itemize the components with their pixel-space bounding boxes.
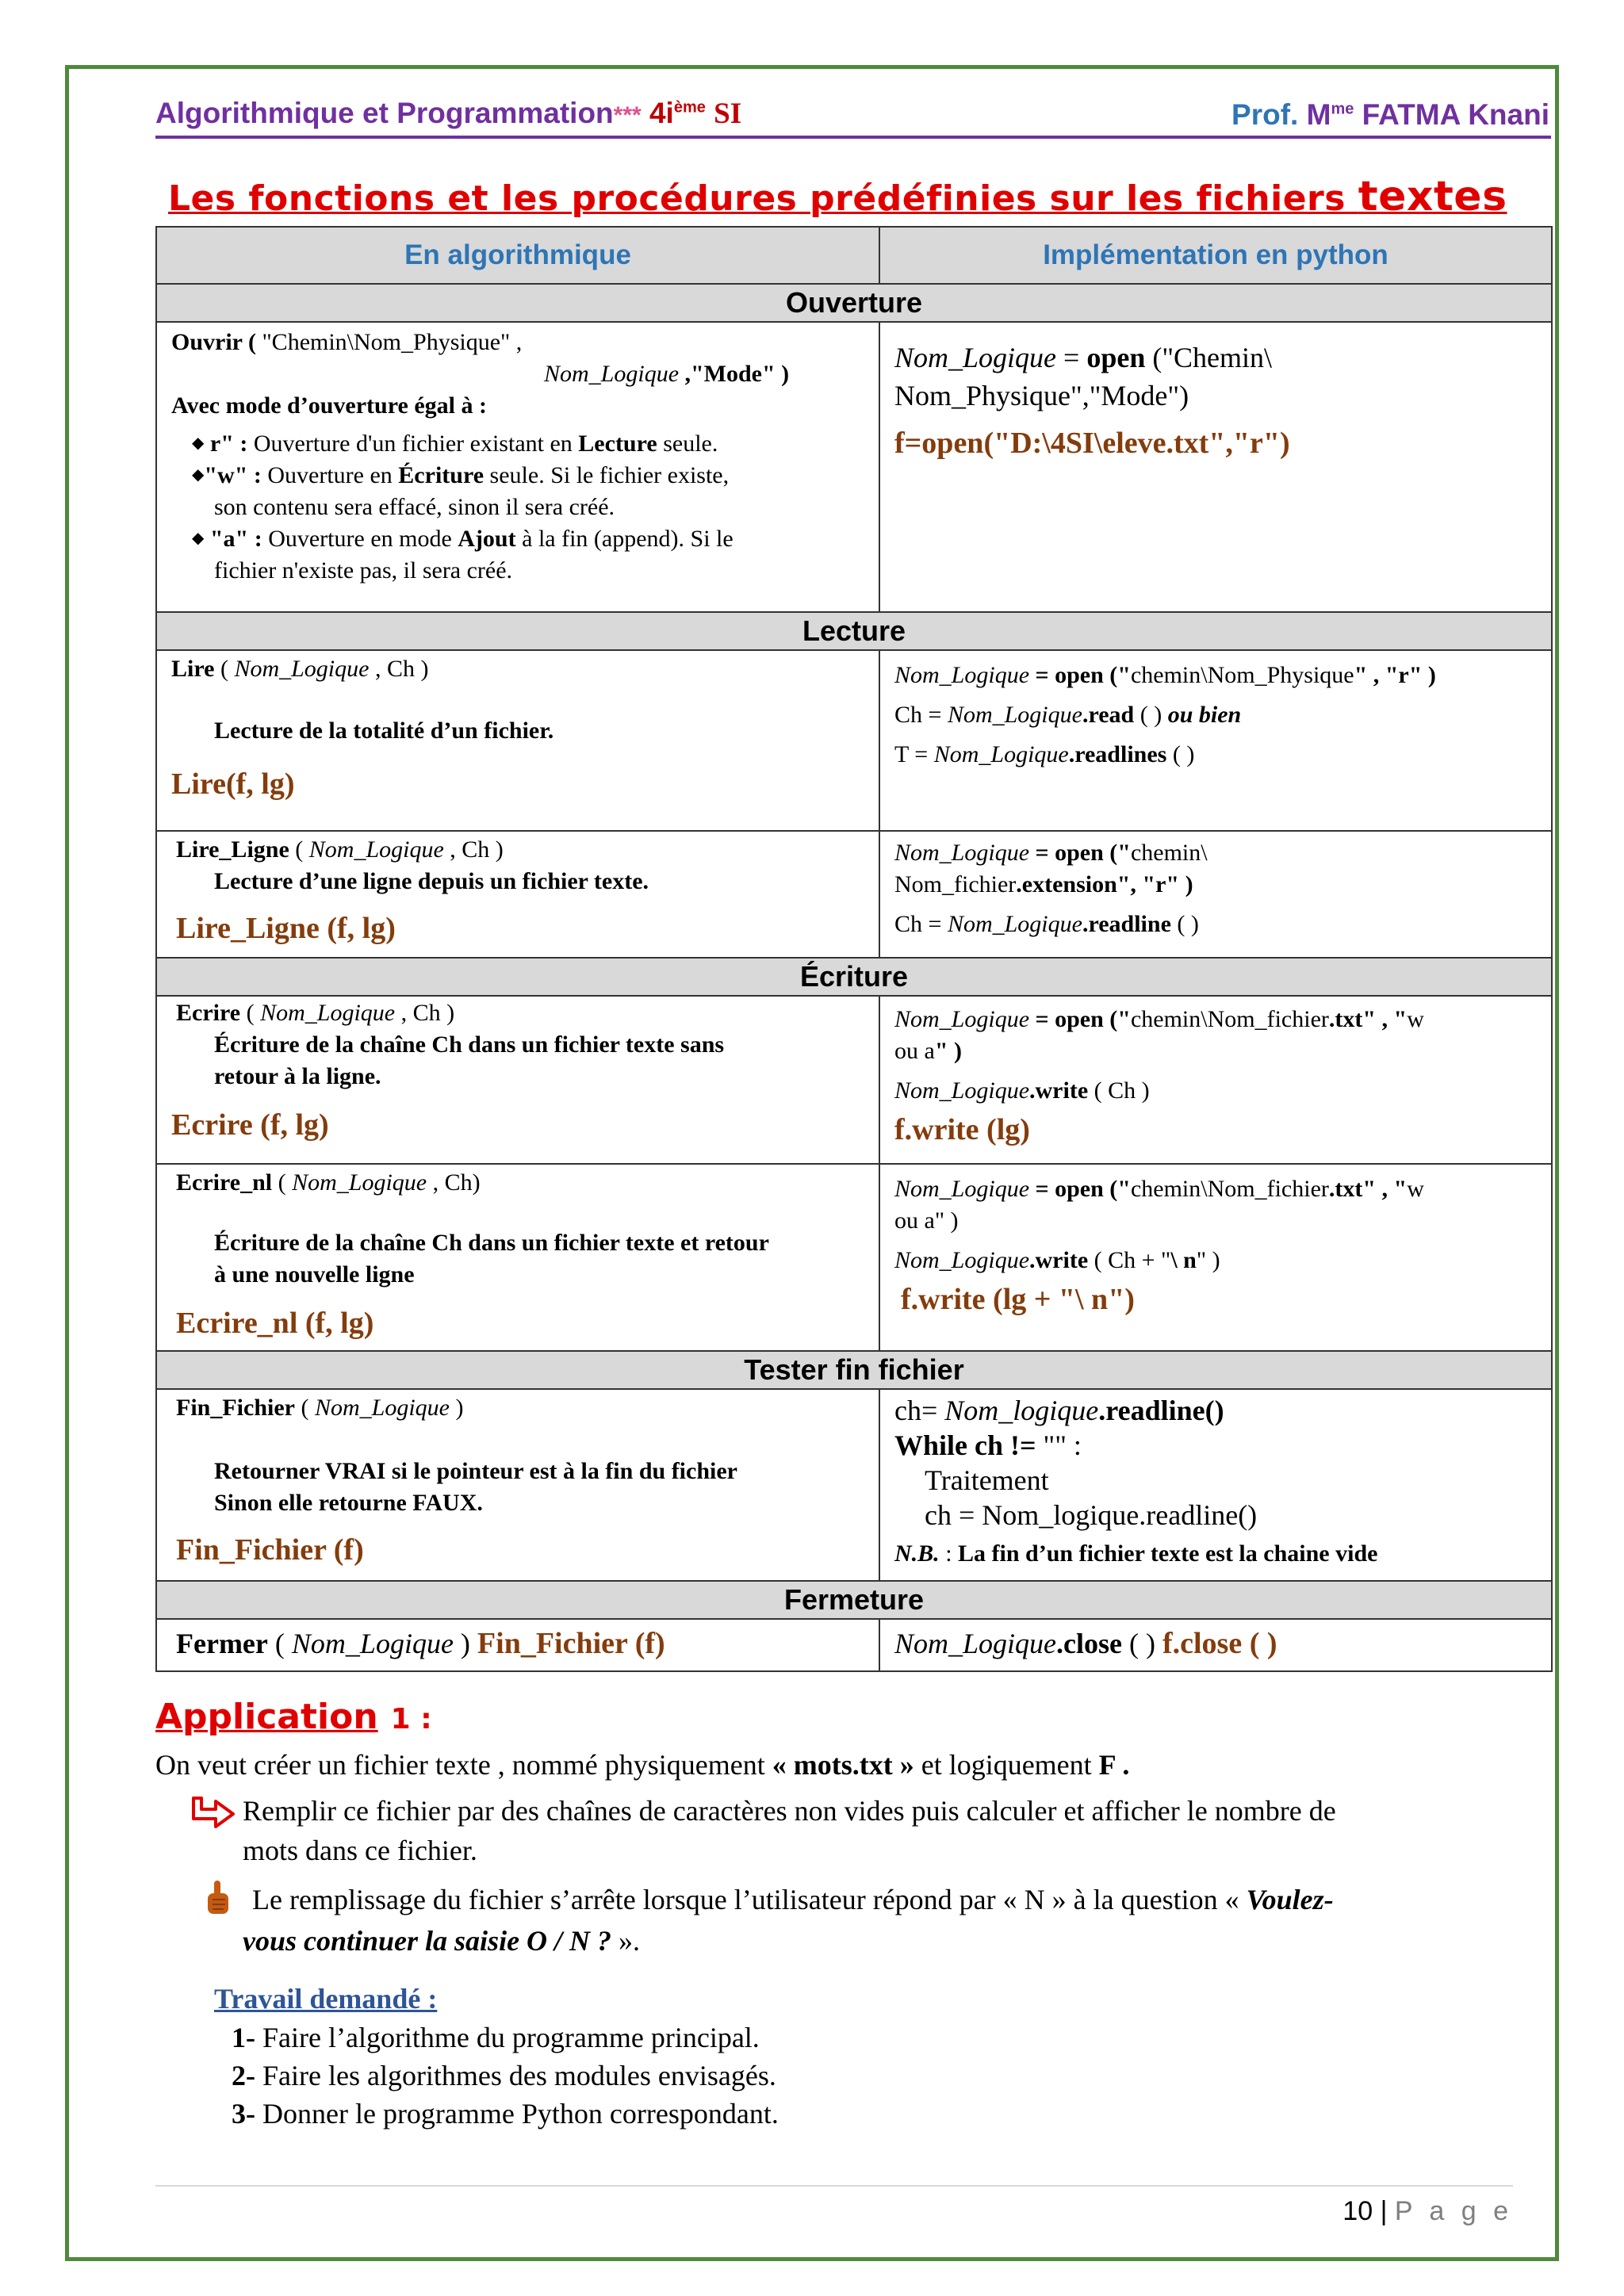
- py-readlines-paren: ( ): [1166, 741, 1195, 767]
- py-write-sep: " , ": [1362, 1006, 1408, 1032]
- py-writenl-func: .write: [1029, 1247, 1089, 1273]
- intro-logical-name: F .: [1098, 1749, 1130, 1781]
- prof-label: Prof.: [1231, 98, 1299, 131]
- nb-label: N.B.: [894, 1540, 940, 1567]
- section-fin-fichier: Tester fin fichier: [156, 1351, 1552, 1389]
- py-writenl-arg: ( Ch + ": [1088, 1247, 1171, 1273]
- ecrire-description: Écriture de la chaîne Ch dans un fichier texte sans: [214, 1031, 725, 1058]
- mode-w-label: "w" :: [204, 462, 262, 488]
- footer-separator: |: [1373, 2196, 1395, 2226]
- fin-keyword: Fin_Fichier: [176, 1395, 295, 1421]
- py-open-example: f=open("D:\4SI\eleve.txt","r"): [894, 427, 1290, 460]
- py-lire-var: Nom_Logique: [894, 662, 1030, 688]
- py-readline-path: chemin\: [1130, 840, 1208, 866]
- py-readline-paren: ( ): [1170, 911, 1199, 937]
- instruction-2-question: Voulez-: [1246, 1884, 1334, 1915]
- py-close-var: Nom_Logique: [894, 1628, 1057, 1659]
- diamond-bullet-icon: ◆: [192, 466, 205, 484]
- level-num: 4i: [649, 97, 674, 129]
- lire-keyword: Lire: [171, 656, 215, 682]
- intro-text: On veut créer un fichier texte , nommé physiquement: [155, 1749, 772, 1781]
- py-write-close: " ): [934, 1038, 962, 1064]
- task-item-2: [232, 2055, 776, 2096]
- col-header-algo: En algorithmique: [156, 227, 879, 284]
- ecrire-description2: retour à la ligne.: [214, 1063, 381, 1089]
- py-writenl-newline: \ n: [1170, 1247, 1197, 1273]
- ecrire-nl-keyword: Ecrire_nl: [176, 1169, 273, 1196]
- lire-ligne-description: Lecture d’une ligne depuis un fichier texte.: [214, 868, 649, 894]
- py-read-func: .read: [1082, 702, 1135, 728]
- travail-heading: Travail demandé :: [214, 1983, 438, 2015]
- py-fin-var: Nom_logique: [944, 1395, 1099, 1426]
- py-write-open: open (": [1055, 1006, 1131, 1032]
- application-intro: [155, 1744, 1129, 1785]
- mode-r-text2: seule.: [657, 430, 718, 457]
- py-open-eq: =: [1056, 342, 1087, 373]
- py-read-or: ou bien: [1167, 702, 1242, 728]
- lire-ligne-example: Lire_Ligne (f, lg): [176, 912, 396, 945]
- lire-ligne-algo-cell: [156, 831, 879, 958]
- fermer-algo-cell: [156, 1619, 879, 1671]
- page-title: [168, 173, 1507, 220]
- ouvrir-keyword: Ouvrir (: [171, 329, 256, 355]
- py-write-arg: ( Ch ): [1088, 1077, 1150, 1104]
- mode-w-text: Ouverture en: [261, 462, 399, 488]
- section-lecture: Lecture: [156, 612, 1552, 650]
- py-open-var: Nom_Logique: [894, 342, 1057, 373]
- py-open-func: open: [1086, 342, 1146, 373]
- fin-arg: Nom_Logique: [314, 1395, 450, 1421]
- lire-ligne-python-cell: [879, 831, 1552, 958]
- fermer-python-cell: [879, 1619, 1552, 1671]
- ouverture-algo-cell: [156, 322, 879, 612]
- ouvrir-arg2: Nom_Logique: [544, 361, 680, 387]
- fermer-paren: (: [267, 1628, 292, 1659]
- section-fermeture: Fermeture: [156, 1581, 1552, 1619]
- py-close-paren: ( ): [1121, 1628, 1162, 1659]
- mode-a-text2: à la fin (append). Si le: [515, 526, 733, 552]
- mode-r-bold: Lecture: [578, 430, 657, 457]
- task-num: 1-: [232, 2022, 255, 2053]
- instruction-2: Le remplissage du fichier s’arrête lorsque l’utilisateur répond par « N » à la question «: [252, 1884, 1247, 1915]
- diamond-bullet-icon: ◆: [192, 530, 205, 547]
- py-write-eq: =: [1029, 1006, 1055, 1032]
- py-read-ch: Ch =: [894, 702, 948, 728]
- py-readline-ext: .extension: [1016, 871, 1117, 897]
- py-write-mode: w: [1407, 1006, 1424, 1032]
- lire-description: Lecture de la totalité d’un fichier.: [214, 718, 554, 744]
- py-readline-func: .readline: [1082, 911, 1171, 937]
- lire-arg1: Nom_Logique: [234, 656, 370, 682]
- application-title: Application: [155, 1697, 378, 1737]
- py-readline-open: open (": [1055, 840, 1131, 866]
- instruction-1: Remplir ce fichier par des chaînes de caractères non vides puis calculer et afficher le nombre de: [243, 1795, 1336, 1827]
- py-readline-eq: =: [1029, 840, 1055, 866]
- page-footer: [1342, 2196, 1513, 2227]
- mode-r-label: r" :: [209, 430, 248, 457]
- py-writenl-eq: =: [1029, 1176, 1055, 1202]
- py-write-func: .write: [1029, 1077, 1089, 1104]
- fin-paren: (: [294, 1395, 315, 1421]
- ecrire-nl-description: Écriture de la chaîne Ch dans un fichier texte et retour: [214, 1230, 769, 1256]
- py-write-mode2: ou a: [894, 1038, 935, 1064]
- level: [649, 97, 706, 129]
- py-fin-readline: .readline(): [1098, 1395, 1224, 1426]
- nb-text: La fin d’un fichier texte est la chaine vide: [958, 1540, 1378, 1567]
- py-writenl-mode2: ou a" ): [894, 1207, 959, 1234]
- nb-sep: :: [939, 1540, 959, 1567]
- py-write-example: f.write (lg): [894, 1113, 1030, 1146]
- py-fin-traitement: Traitement: [925, 1464, 1049, 1496]
- py-lire-path: chemin\Nom_Physique: [1130, 662, 1354, 688]
- task-text: Faire l’algorithme du programme principal.: [255, 2022, 760, 2053]
- lire-algo-cell: [156, 650, 879, 831]
- instruction-2-end: ».: [611, 1925, 641, 1957]
- ecrire-example: Ecrire (f, lg): [171, 1108, 329, 1142]
- py-fin-readline2: ch = Nom_logique.readline(): [925, 1499, 1258, 1531]
- fin-paren-close: ): [450, 1395, 464, 1421]
- py-readline-var: Nom_Logique: [894, 840, 1030, 866]
- fin-python-cell: [879, 1389, 1552, 1581]
- lire-ligne-arg1: Nom_Logique: [308, 836, 444, 863]
- py-read-paren: ( ): [1134, 702, 1168, 728]
- py-readline-mode: ", "r" ): [1116, 871, 1193, 897]
- header-author: [1231, 98, 1549, 132]
- ecrire-nl-description2: à une nouvelle ligne: [214, 1261, 415, 1288]
- fin-description: Retourner VRAI si le pointeur est à la fin du fichier: [214, 1458, 737, 1484]
- fin-algo-cell: [156, 1389, 879, 1581]
- header-stars: ***: [613, 102, 642, 128]
- py-fin-empty: "" :: [1043, 1429, 1082, 1461]
- py-open-args2: Nom_Physique","Mode"): [894, 380, 1189, 411]
- py-write-var2: Nom_Logique: [894, 1077, 1030, 1104]
- py-writenl-open: open (": [1055, 1176, 1131, 1202]
- application-heading: [155, 1697, 432, 1737]
- py-readline-var2: Nom_Logique: [947, 911, 1082, 937]
- py-lire-open: open (": [1055, 662, 1131, 688]
- py-readlines-func: .readlines: [1068, 741, 1167, 767]
- mode-w-text3: son contenu sera effacé, sinon il sera créé.: [214, 494, 615, 520]
- pointing-hand-icon: [205, 1879, 232, 1917]
- py-fin-ch: ch=: [894, 1395, 945, 1426]
- lire-ligne-arg2: , Ch ): [443, 836, 504, 863]
- ecrire-python-cell: [879, 996, 1552, 1164]
- py-open-args: ("Chemin\: [1145, 342, 1273, 373]
- py-fin-while: While ch !=: [894, 1429, 1044, 1461]
- mode-a-text: Ouverture en mode: [262, 526, 458, 552]
- fin-description2: Sinon elle retourne FAUX.: [214, 1490, 483, 1516]
- ecrire-algo-cell: [156, 996, 879, 1164]
- task-text: Faire les algorithmes des modules envisagés.: [255, 2060, 776, 2091]
- ecrire-paren: (: [240, 1000, 261, 1026]
- fermer-keyword: Fermer: [176, 1628, 268, 1659]
- lire-ligne-keyword: Lire_Ligne: [176, 836, 289, 863]
- py-write-path: chemin\Nom_fichier: [1130, 1006, 1329, 1032]
- functions-table: [155, 226, 1553, 1672]
- py-readlines-var: Nom_Logique: [933, 741, 1069, 767]
- py-readline-ch: Ch =: [894, 911, 948, 937]
- py-close-example: f.close ( ): [1162, 1627, 1277, 1660]
- py-write-var: Nom_Logique: [894, 1006, 1030, 1032]
- fermer-arg: Nom_Logique: [291, 1628, 454, 1659]
- mode-heading: Avec mode d’ouverture égal à :: [171, 392, 487, 419]
- course-title: Algorithmique et Programmation: [155, 97, 614, 129]
- py-writenl-ext: .txt: [1328, 1176, 1363, 1202]
- py-lire-eq: =: [1029, 662, 1055, 688]
- py-writenl-sep: " , ": [1362, 1176, 1408, 1202]
- diamond-bullet-icon: ◆: [192, 434, 205, 452]
- lire-paren: (: [214, 656, 235, 682]
- ecrire-keyword: Ecrire: [176, 1000, 241, 1026]
- header-divider: [155, 136, 1551, 139]
- ecrire-nl-python-cell: [879, 1164, 1552, 1351]
- lire-ligne-paren: (: [289, 836, 309, 863]
- page-number: 10: [1342, 2196, 1373, 2226]
- task-item-1: [232, 2017, 760, 2058]
- py-readline-file: Nom_fichier: [894, 871, 1017, 897]
- application-number: 1 :: [390, 1703, 432, 1735]
- title-main: Les fonctions et les procédures prédéfinies sur les fichiers: [168, 178, 1346, 219]
- py-writenl-var2: Nom_Logique: [894, 1247, 1030, 1273]
- mode-a-bold: Ajout: [458, 526, 516, 552]
- hooked-arrow-icon: [189, 1795, 236, 1838]
- py-writenl-example: f.write (lg + "\ n"): [901, 1283, 1135, 1316]
- ouverture-python-cell: [879, 322, 1552, 612]
- fermer-example: Fin_Fichier (f): [477, 1627, 665, 1660]
- mode-a-text3: fichier n'existe pas, il sera créé.: [214, 557, 513, 584]
- ecrire-nl-arg1: Nom_Logique: [292, 1169, 427, 1196]
- py-writenl-close: " ): [1196, 1247, 1220, 1273]
- ecrire-arg1: Nom_Logique: [260, 1000, 396, 1026]
- py-writenl-mode: w: [1407, 1176, 1424, 1202]
- author-name: FATMA Knani: [1362, 98, 1549, 131]
- py-close-func: .close: [1056, 1628, 1122, 1659]
- section-ouverture: Ouverture: [156, 284, 1552, 322]
- py-readlines-t: T =: [894, 741, 934, 767]
- py-writenl-path: chemin\Nom_fichier: [1130, 1176, 1329, 1202]
- intro-filename: « mots.txt »: [772, 1749, 914, 1781]
- mode-w-text2: seule. Si le fichier existe,: [484, 462, 730, 488]
- py-writenl-var: Nom_Logique: [894, 1176, 1030, 1202]
- col-header-python: Implémentation en python: [879, 227, 1552, 284]
- task-num: 2-: [232, 2060, 255, 2091]
- ecrire-arg2: , Ch ): [395, 1000, 455, 1026]
- lire-python-cell: [879, 650, 1552, 831]
- title-last-word: textes: [1358, 173, 1507, 220]
- py-read-var: Nom_Logique: [947, 702, 1082, 728]
- lire-example: Lire(f, lg): [171, 767, 295, 801]
- level-si: SI: [714, 98, 742, 130]
- level-sup: ème: [673, 98, 706, 117]
- ouvrir-arg1: "Chemin\Nom_Physique" ,: [255, 329, 523, 355]
- py-lire-mode: " , "r" ): [1354, 662, 1436, 688]
- intro-text2: et logiquement: [914, 1749, 1099, 1781]
- py-write-ext: .txt: [1328, 1006, 1363, 1032]
- ecrire-nl-paren: (: [272, 1169, 293, 1196]
- section-ecriture: Écriture: [156, 958, 1552, 996]
- fin-example: Fin_Fichier (f): [176, 1533, 364, 1567]
- mode-w-bold: Écriture: [398, 462, 485, 488]
- ecrire-nl-example: Ecrire_nl (f, lg): [176, 1307, 374, 1340]
- mode-a-label: "a" :: [209, 526, 262, 552]
- header-course: [155, 97, 741, 131]
- author-title-sup: me: [1331, 100, 1354, 118]
- page-word: P a g e: [1394, 2196, 1513, 2226]
- mode-r-text: Ouverture d'un fichier existant en: [247, 430, 579, 457]
- instruction-2-question2: vous continuer la saisie O / N ?: [243, 1925, 612, 1957]
- task-text: Donner le programme Python correspondant.: [255, 2098, 779, 2130]
- ecrire-nl-arg2: , Ch): [427, 1169, 481, 1196]
- task-item-3: [232, 2093, 779, 2134]
- fermer-paren-close: ): [453, 1628, 477, 1659]
- task-num: 3-: [232, 2098, 255, 2130]
- instruction-1-cont: mots dans ce fichier.: [243, 1835, 477, 1866]
- ouvrir-arg3: ,"Mode" ): [679, 361, 790, 387]
- footer-divider: [155, 2185, 1513, 2187]
- ecrire-nl-algo-cell: [156, 1164, 879, 1351]
- lire-arg2: , Ch ): [369, 656, 429, 682]
- author-title: M: [1306, 98, 1331, 131]
